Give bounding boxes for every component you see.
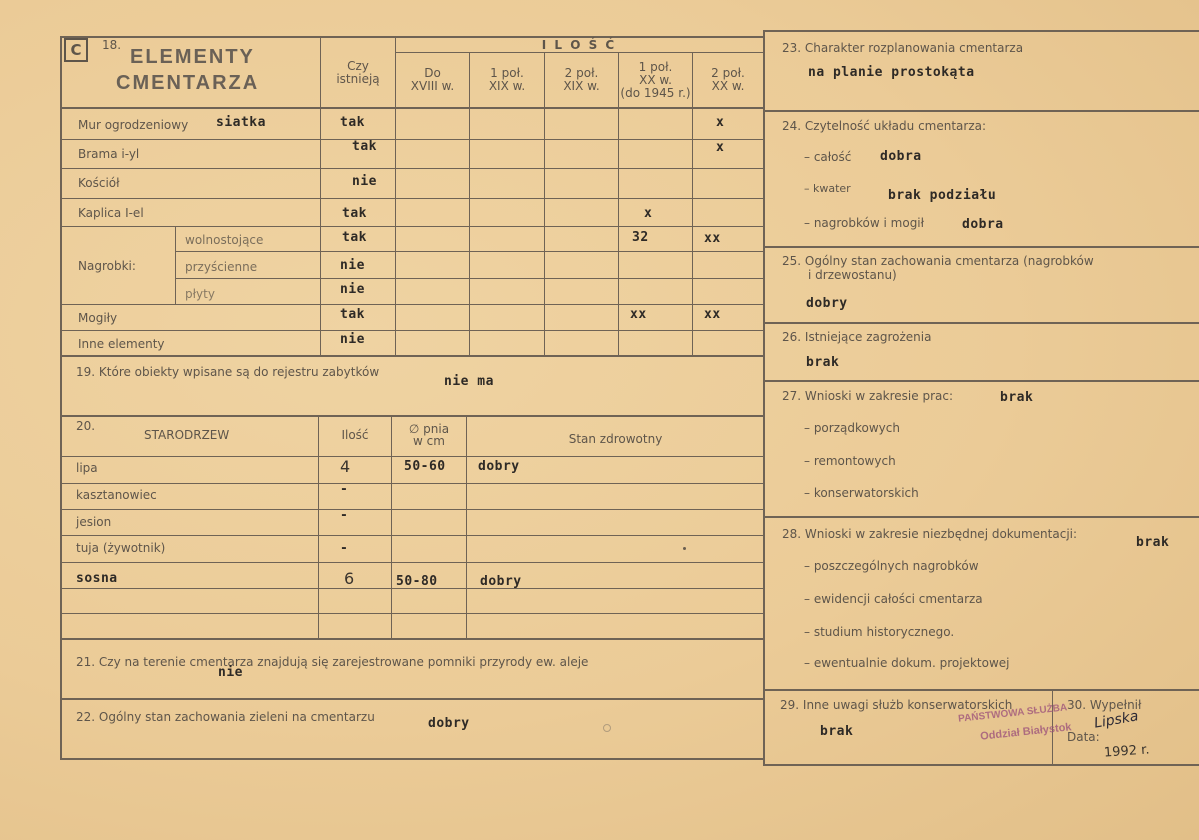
section-19-value: nie ma [444,374,494,389]
stamp-line1: PAŃSTWOWA SŁUŻBA [957,702,1068,725]
section-28-label: 28. Wnioski w zakresie niezbędnej dokumentacji: [782,527,1078,541]
section-24-nagrobkow-label: – nagrobków i mogił [804,216,925,230]
section-29-value: brak [820,724,854,739]
nagrobki-label: Nagrobki: [78,259,136,273]
section-30-data-label: Data: [1067,730,1100,744]
row-przyscienne-label: przyścienne [185,260,258,274]
signature: Lipska [1092,708,1140,732]
col-2-pol-xix: 2 poł. XIX w. [563,66,600,93]
tree-sosna-ilosc: 6 [344,569,355,588]
col-ilosc-header: I L O Ś Ć [541,38,617,52]
col-2-pol-xx: 2 poł. XX w. [711,66,745,93]
tree-lipa-name: lipa [76,461,98,475]
section-24-calosc-label: – całość [804,150,852,164]
tree-lipa-ilosc: 4 [340,457,351,476]
section-27-item-remontowych: – remontowych [804,454,896,468]
section-21-label: 21. Czy na terenie cmentarza znajdują się zarejestrowane pomniki przyrody ew. aleje [76,655,589,669]
row-mur-extra: siatka [216,115,266,130]
row-brama-label: Brama i-yl [78,147,140,161]
section-25-label-line2: i drzewostanu) [808,268,897,282]
row-brama-2xx: x [716,140,725,155]
section-19-label: 19. Które obiekty wpisane są do rejestru zabytków [76,365,380,379]
tree-kasztanowiec-ilosc: - [340,482,349,497]
tree-sosna-pien: 50-80 [396,574,438,589]
row-wolnostojace-label: wolnostojące [185,233,264,247]
tree-sosna-name: sosna [76,571,118,586]
row-plyty-label: płyty [185,287,215,301]
row-brama-czy: tak [352,139,377,154]
tree-tuja-name: tuja (żywotnik) [76,541,166,555]
col-1-pol-xx: 1 poł. XX w. (do 1945 r.) [620,60,691,100]
section-27-label: 27. Wnioski w zakresie prac: [782,389,954,403]
col-ilosc: Ilość [341,428,369,442]
section-24-calosc-value: dobra [880,149,922,164]
col-1-pol-xix: 1 poł. XIX w. [488,66,526,93]
row-kaplica-czy: tak [342,206,367,221]
col-do-xviii: Do XVIII w. [410,66,455,93]
row-inne-label: Inne elementy [78,337,165,351]
tree-jesion-name: jesion [76,515,112,529]
section-28-item-nagrobkow: – poszczególnych nagrobków [804,559,979,573]
row-mur-czy: tak [340,115,365,130]
section-30-label: 30. Wypełnił [1067,698,1142,712]
tree-tuja-ilosc: - [340,541,349,556]
section-28-item-projektowej: – ewentualnie dokum. projektowej [804,656,1010,670]
row-mogily-czy: tak [340,307,365,322]
row-inne-czy: nie [340,332,365,347]
row-kosciol-czy: nie [352,174,377,189]
section-28-value: brak [1136,535,1170,550]
section-20-number: 20. [76,419,96,433]
row-wolnostojace-1xx: 32 [632,230,649,245]
tree-jesion-ilosc: - [340,508,349,523]
section-29-label: 29. Inne uwagi służb konserwatorskich [780,698,1013,712]
section-letter: C [64,38,88,62]
section-24-kwater-label: – kwater [804,182,851,195]
ink-dot [683,547,686,550]
section-22-label: 22. Ogólny stan zachowania zieleni na cmentarzu [76,710,375,724]
section-18-number: 18. [102,38,122,52]
section-27-value: brak [1000,390,1034,405]
section-24-nagrobkow-value: dobra [962,217,1004,232]
section-20-title: STARODRZEW [144,428,230,442]
section-27-item-konserwatorskich: – konserwatorskich [804,486,919,500]
row-mogily-1xx: xx [630,307,647,322]
stamp-line2: Oddział Białystok [979,721,1073,743]
tree-sosna-stan: dobry [480,574,522,589]
section-28-item-studium: – studium historycznego. [804,625,955,639]
section-25-label-line1: 25. Ogólny stan zachowania cmentarza (nagrobków [782,254,1094,268]
tree-kasztanowiec-name: kasztanowiec [76,488,157,502]
row-wolnostojace-2xx: xx [704,231,721,246]
section-27-item-porzadkowych: – porządkowych [804,421,900,435]
section-18-title-line1: ELEMENTY [130,46,255,68]
row-mogily-2xx: xx [704,307,721,322]
row-kosciol-label: Kościół [78,176,120,190]
tree-lipa-pien: 50-60 [404,459,446,474]
section-23-value: na planie prostokąta [808,65,975,80]
section-21-value: nie [218,665,243,680]
section-30-date: 1992 r. [1103,742,1150,761]
col-czy-istnieja: Czy istnieją [336,59,380,86]
row-przyscienne-czy: nie [340,258,365,273]
section-26-label: 26. Istniejące zagrożenia [782,330,932,344]
row-kaplica-1xx: x [644,206,653,221]
row-mur-2xx: x [716,115,725,130]
row-wolnostojace-czy: tak [342,230,367,245]
section-22-value: dobry [428,716,470,731]
section-25-value: dobry [806,296,848,311]
tree-lipa-stan: dobry [478,459,520,474]
punch-mark [603,724,611,732]
section-26-value: brak [806,355,840,370]
row-mur-label: Mur ogrodzeniowy [78,118,189,132]
section-24-kwater-value: brak podziału [888,188,997,203]
section-28-item-ewidencji: – ewidencji całości cmentarza [804,592,983,606]
row-plyty-czy: nie [340,282,365,297]
section-23-label: 23. Charakter rozplanowania cmentarza [782,41,1024,55]
row-mogily-label: Mogiły [78,311,118,325]
row-kaplica-label: Kaplica I-el [78,206,144,220]
col-pien: ∅ pnia w cm [408,422,450,448]
section-24-label: 24. Czytelność układu cmentarza: [782,119,987,133]
section-18-title-line2: CMENTARZA [116,72,260,94]
col-stan-zdrowotny: Stan zdrowotny [568,432,663,446]
